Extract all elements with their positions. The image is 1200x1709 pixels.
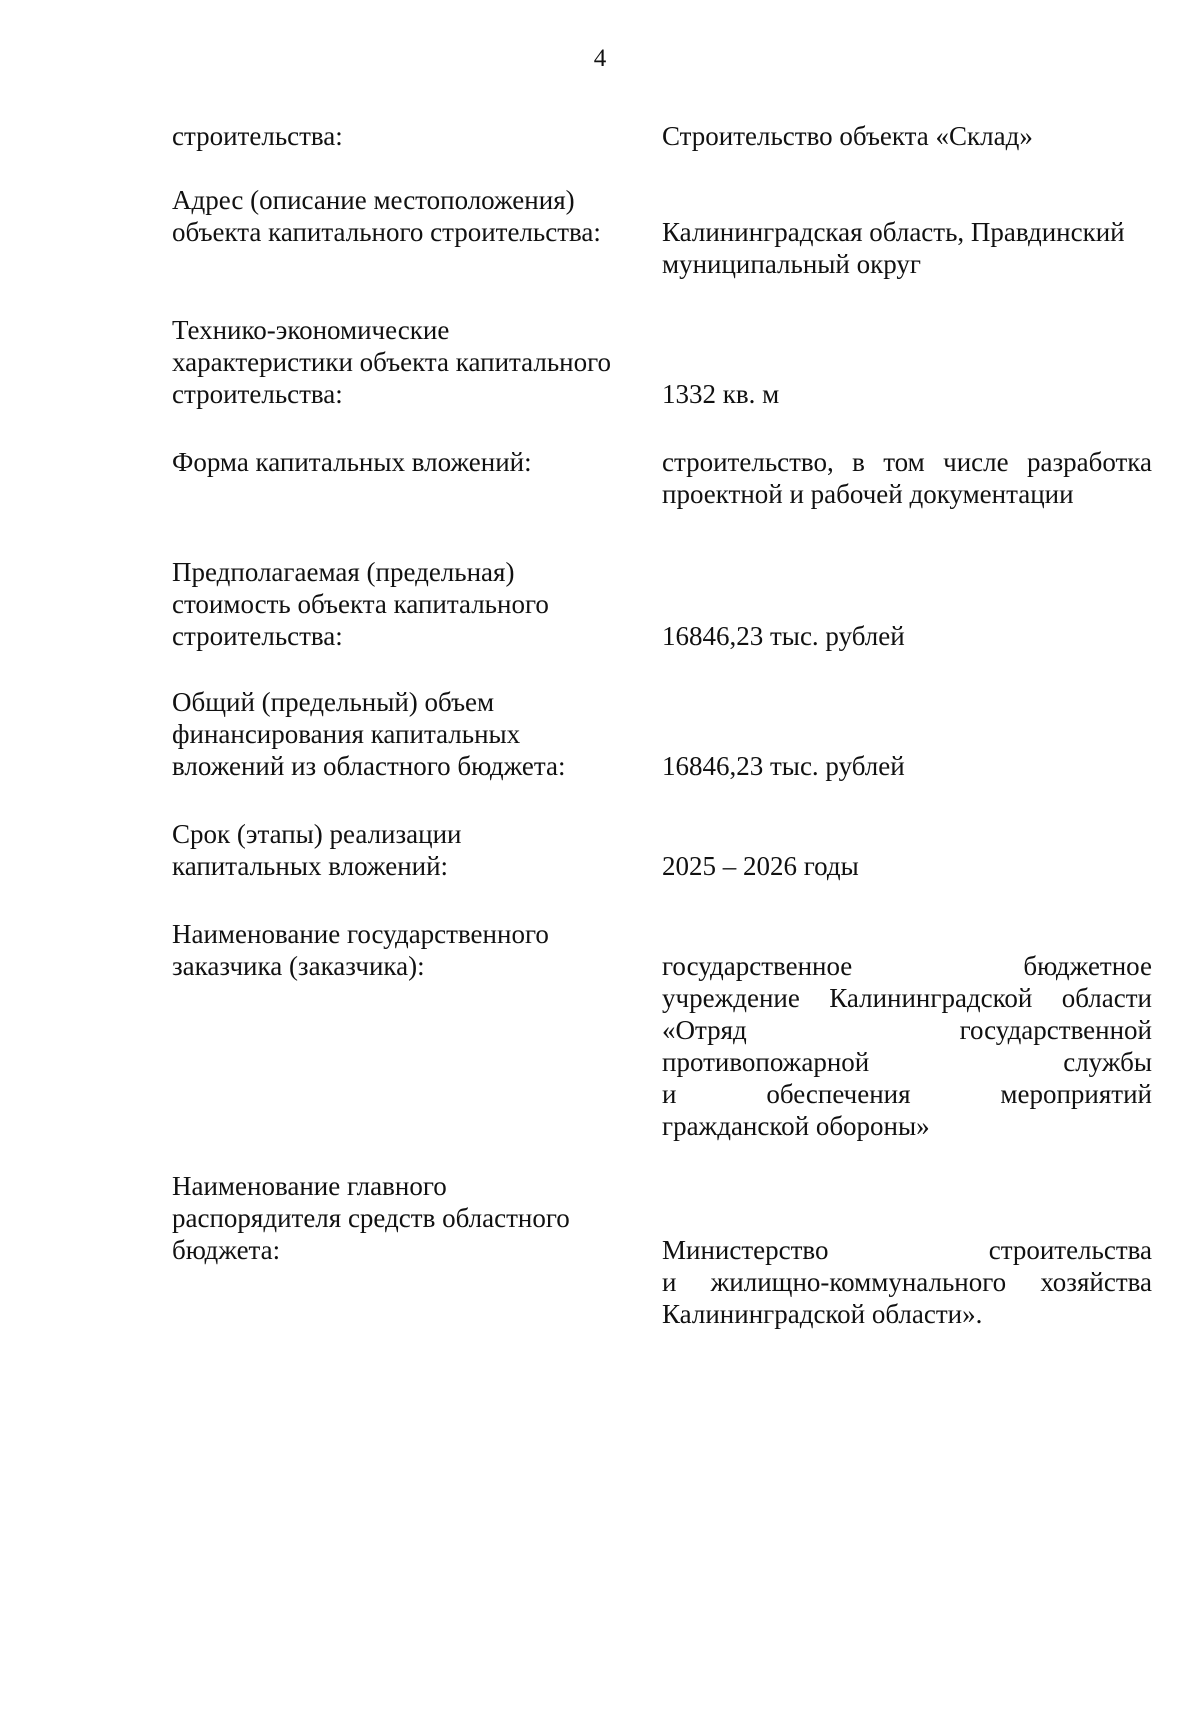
value-line: строительство, в том числе разработка [662, 447, 1152, 477]
field-label [172, 918, 652, 982]
label-line: распорядителя средств областного [172, 1203, 570, 1233]
label-line: стоимость объекта капитального [172, 589, 549, 619]
label-line: Предполагаемая (предельная) [172, 557, 515, 587]
label-line: Наименование государственного [172, 919, 549, 949]
value-line: противопожарной службы [662, 1047, 1152, 1077]
label-line: Форма капитальных вложений: [172, 447, 532, 477]
page-number: 4 [593, 45, 607, 72]
field-value [662, 378, 1152, 410]
field-label [172, 686, 652, 782]
field-label [172, 446, 652, 478]
value-line: 2025 – 2026 годы [662, 851, 859, 881]
value-line: Министерство строительства [662, 1235, 1152, 1265]
value-line: государственное бюджетное [662, 951, 1152, 981]
label-line: финансирования капитальных [172, 719, 521, 749]
label-line: строительства: [172, 379, 343, 409]
value-line: проектной и рабочей документации [662, 479, 1074, 509]
label-line: заказчика (заказчика): [172, 951, 425, 981]
label-line: Технико-экономические [172, 315, 450, 345]
field-value [662, 120, 1152, 152]
value-line: «Отряд государственной [662, 1015, 1152, 1045]
label-line: Адрес (описание местоположения) [172, 185, 575, 215]
field-value [662, 750, 1152, 782]
value-line: муниципальный округ [662, 249, 921, 279]
field-value [662, 950, 1152, 1142]
value-line: Калининградская область, Правдинский [662, 217, 1125, 247]
label-line: капитальных вложений: [172, 851, 449, 881]
field-value [662, 446, 1152, 510]
value-line: Строительство объекта «Склад» [662, 121, 1033, 151]
label-line: строительства: [172, 121, 343, 151]
label-line: Общий (предельный) объем [172, 687, 495, 717]
label-line: вложений из областного бюджета: [172, 751, 566, 781]
label-line: строительства: [172, 621, 343, 651]
field-label [172, 818, 652, 882]
field-label [172, 184, 652, 248]
label-line: объекта капитального строительства: [172, 217, 601, 247]
field-label [172, 314, 652, 410]
field-value [662, 216, 1152, 280]
field-label [172, 556, 652, 652]
value-line: 16846,23 тыс. рублей [662, 751, 905, 781]
label-line: бюджета: [172, 1235, 281, 1265]
field-value [662, 1234, 1152, 1330]
field-label [172, 1170, 652, 1266]
field-value [662, 850, 1152, 882]
value-line: учреждение Калининградской области [662, 983, 1152, 1013]
label-line: Наименование главного [172, 1171, 447, 1201]
value-line: гражданской обороны» [662, 1111, 930, 1141]
label-line: характеристики объекта капитального [172, 347, 612, 377]
value-line: и обеспечения мероприятий [662, 1079, 1152, 1109]
label-line: Срок (этапы) реализации [172, 819, 462, 849]
field-label [172, 120, 652, 152]
value-line: Калининградской области». [662, 1299, 983, 1329]
field-value [662, 620, 1152, 652]
value-line: 1332 кв. м [662, 379, 780, 409]
value-line: 16846,23 тыс. рублей [662, 621, 905, 651]
value-line: и жилищно-коммунального хозяйства [662, 1267, 1152, 1297]
